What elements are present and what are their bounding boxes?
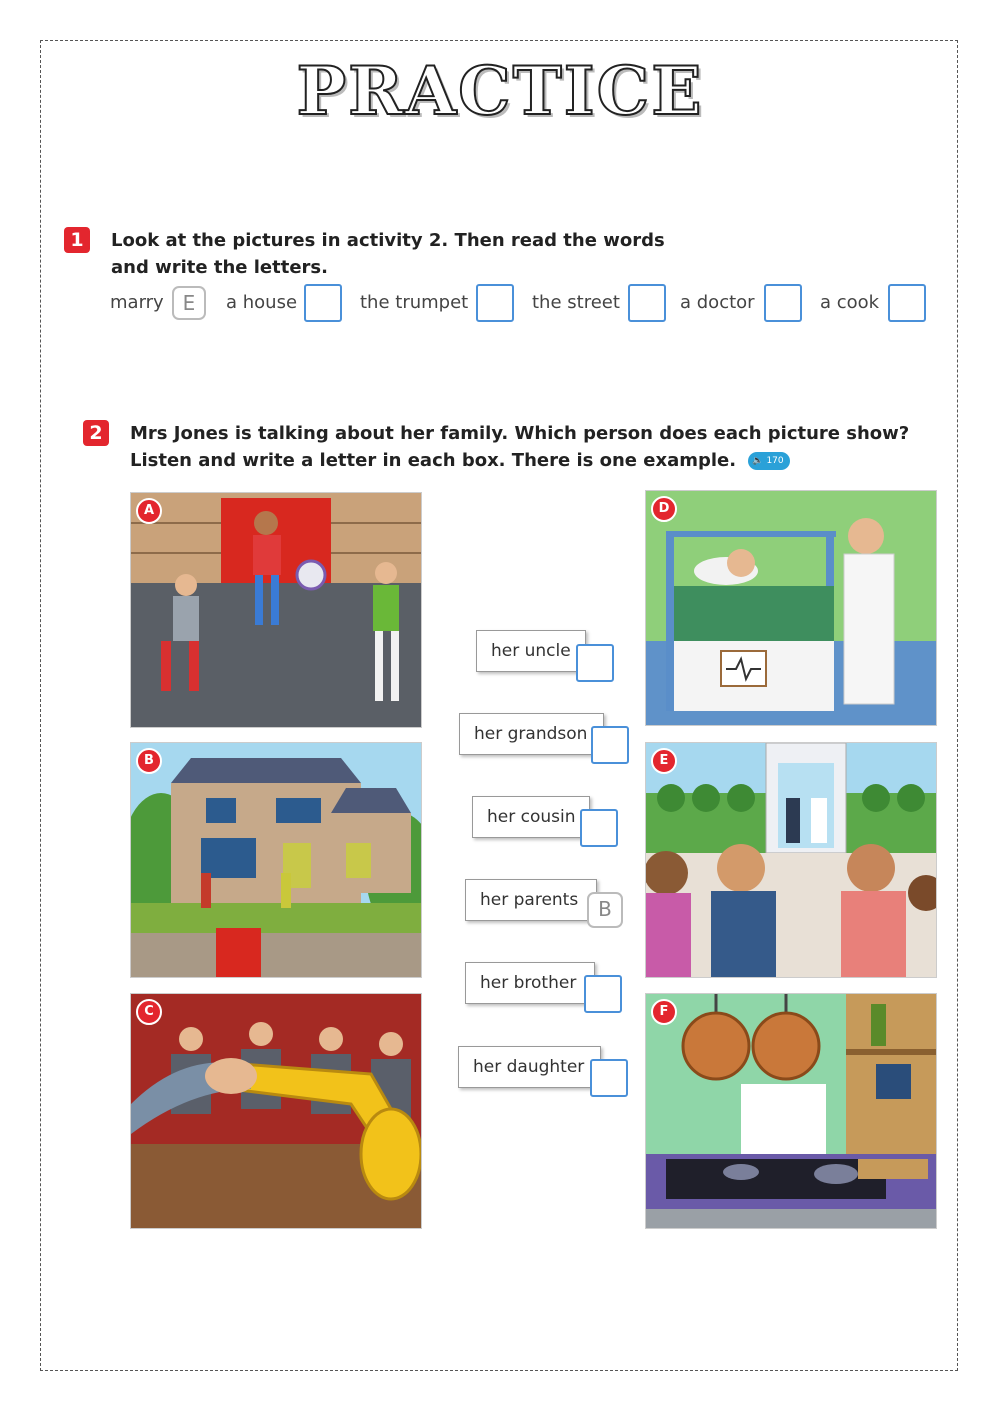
answer-box-example: E — [172, 286, 206, 320]
activity-2-instruction-line2-text: Listen and write a letter in each box. There is one example. — [130, 450, 737, 471]
picture-letter: C — [136, 999, 162, 1025]
activity-2-instruction — [130, 420, 930, 474]
answer-box[interactable] — [591, 726, 629, 764]
activity-1-instruction — [111, 227, 711, 281]
word-label: a doctor — [680, 292, 755, 313]
page-title: PRACTICE — [296, 52, 704, 130]
label-her-parents: her parents — [465, 879, 597, 921]
picture-a — [130, 492, 422, 728]
label-her-uncle: her uncle — [476, 630, 586, 672]
audio-speaker-icon[interactable]: 🔈 170 — [748, 452, 789, 470]
word-label: a cook — [820, 292, 880, 313]
word-label: marry — [110, 292, 164, 313]
picture-f — [645, 993, 937, 1229]
answer-box[interactable] — [576, 644, 614, 682]
picture-letter: D — [651, 496, 677, 522]
label-her-cousin: her cousin — [472, 796, 590, 838]
activity-1-instruction-line2: and write the letters. — [111, 257, 328, 278]
picture-e — [645, 742, 937, 978]
answer-box[interactable] — [590, 1059, 628, 1097]
answer-box[interactable] — [580, 809, 618, 847]
label-her-grandson: her grandson — [459, 713, 604, 755]
word-label: the street — [532, 292, 620, 313]
picture-c — [130, 993, 422, 1229]
answer-box[interactable] — [584, 975, 622, 1013]
answer-box[interactable] — [476, 284, 514, 322]
picture-b — [130, 742, 422, 978]
picture-letter: A — [136, 498, 162, 524]
picture-d — [645, 490, 937, 726]
activity-1-instruction-line1: Look at the pictures in activity 2. Then read the words — [111, 230, 665, 251]
label-her-brother: her brother — [465, 962, 595, 1004]
answer-box[interactable] — [764, 284, 802, 322]
picture-letter: F — [651, 999, 677, 1025]
audio-track-number: 170 — [766, 456, 784, 466]
activity-2-number: 2 — [83, 420, 109, 446]
answer-box[interactable] — [888, 284, 926, 322]
word-label: the trumpet — [360, 292, 469, 313]
answer-box[interactable] — [628, 284, 666, 322]
activity-1-number: 1 — [64, 227, 90, 253]
picture-letter: E — [651, 748, 677, 774]
answer-box-example: B — [587, 892, 623, 928]
answer-box[interactable] — [304, 284, 342, 322]
activity-2-instruction-line2 — [130, 447, 930, 474]
activity-2-instruction-line1: Mrs Jones is talking about her family. Which person does each picture show? — [130, 423, 910, 444]
label-her-daughter: her daughter — [458, 1046, 601, 1088]
picture-letter: B — [136, 748, 162, 774]
word-label: a house — [226, 292, 298, 313]
